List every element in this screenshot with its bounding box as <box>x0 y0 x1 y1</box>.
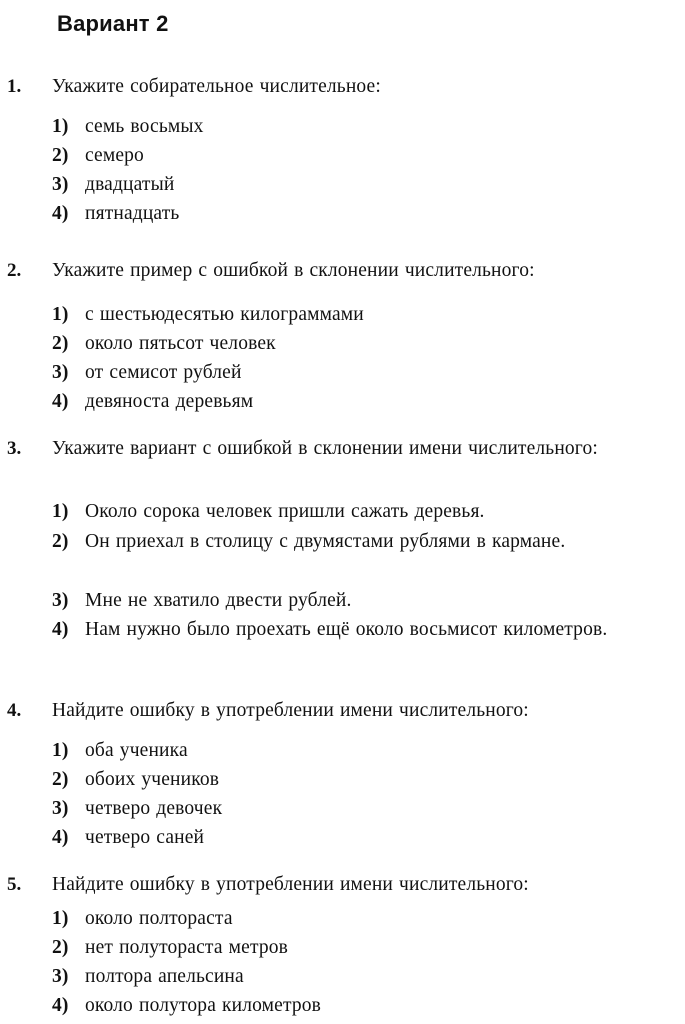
option-text: обоих учеников <box>85 769 220 790</box>
option-number: 2) <box>52 769 69 790</box>
answer-option[interactable] <box>52 112 674 141</box>
question-number: 1. <box>7 76 22 97</box>
question-number: 3. <box>7 438 22 459</box>
option-number: 3) <box>52 174 69 195</box>
answer-option[interactable] <box>52 300 674 329</box>
option-number: 4) <box>52 995 69 1016</box>
option-number: 1) <box>52 740 69 761</box>
option-number: 1) <box>52 501 69 522</box>
answer-option[interactable] <box>52 358 674 387</box>
answer-option[interactable] <box>52 387 674 416</box>
option-text: оба ученика <box>85 740 188 761</box>
option-text: Он приехал в столицу с двумястами рублями в кармане. <box>85 531 566 552</box>
answer-option[interactable] <box>52 615 674 644</box>
option-number: 1) <box>52 908 69 929</box>
option-text: четверо девочек <box>85 798 223 819</box>
option-number: 1) <box>52 304 69 325</box>
answer-option[interactable] <box>52 199 674 228</box>
option-text: около полтораста <box>85 908 233 929</box>
option-text: семь восьмых <box>85 116 204 137</box>
option-number: 3) <box>52 966 69 987</box>
variant-title: Вариант 2 <box>57 11 169 36</box>
question-text: Укажите пример с ошибкой в склонении числительного: <box>52 260 535 281</box>
question-number: 2. <box>7 260 22 281</box>
option-text: полтора апельсина <box>85 966 244 987</box>
answer-option[interactable] <box>52 765 674 794</box>
answer-option[interactable] <box>52 586 674 615</box>
answer-option[interactable] <box>52 170 674 199</box>
question-number: 4. <box>7 700 22 721</box>
option-text: от семисот рублей <box>85 362 242 383</box>
option-text: Мне не хватило двести рублей. <box>85 590 352 611</box>
answer-option[interactable] <box>52 527 674 556</box>
option-number: 2) <box>52 145 69 166</box>
option-number: 1) <box>52 116 69 137</box>
option-text: около пятьсот человек <box>85 333 276 354</box>
option-text: около полутора километров <box>85 995 322 1016</box>
option-number: 3) <box>52 362 69 383</box>
option-number: 4) <box>52 619 69 640</box>
answer-option[interactable] <box>52 904 674 933</box>
option-number: 4) <box>52 827 69 848</box>
question-text: Найдите ошибку в употреблении имени числительного: <box>52 700 529 721</box>
question-number: 5. <box>7 874 22 895</box>
option-text: четверо саней <box>85 827 205 848</box>
option-text: двадцатый <box>85 174 175 195</box>
question-text: Укажите собирательное числительное: <box>52 76 381 97</box>
option-text: девяноста деревьям <box>85 391 254 412</box>
option-text: Около сорока человек пришли сажать деревья. <box>85 501 485 522</box>
option-number: 2) <box>52 937 69 958</box>
option-number: 2) <box>52 333 69 354</box>
answer-option[interactable] <box>52 962 674 991</box>
answer-option[interactable] <box>52 497 674 526</box>
option-number: 4) <box>52 203 69 224</box>
answer-option[interactable] <box>52 736 674 765</box>
answer-option[interactable] <box>52 141 674 170</box>
option-text: семеро <box>85 145 144 166</box>
question-text: Укажите вариант с ошибкой в склонении имени числительного: <box>52 438 598 459</box>
answer-option[interactable] <box>52 991 674 1020</box>
option-text: пятнадцать <box>85 203 180 224</box>
option-text: нет полутораста метров <box>85 937 289 958</box>
option-text: Нам нужно было проехать ещё около восьмисот километров. <box>85 619 608 640</box>
question-text: Найдите ошибку в употреблении имени числительного: <box>52 874 529 895</box>
option-number: 3) <box>52 798 69 819</box>
answer-option[interactable] <box>52 329 674 358</box>
answer-option[interactable] <box>52 823 674 852</box>
answer-option[interactable] <box>52 794 674 823</box>
option-number: 4) <box>52 391 69 412</box>
answer-option[interactable] <box>52 933 674 962</box>
option-number: 2) <box>52 531 69 552</box>
option-number: 3) <box>52 590 69 611</box>
option-text: с шестьюдесятью килограммами <box>85 304 364 325</box>
